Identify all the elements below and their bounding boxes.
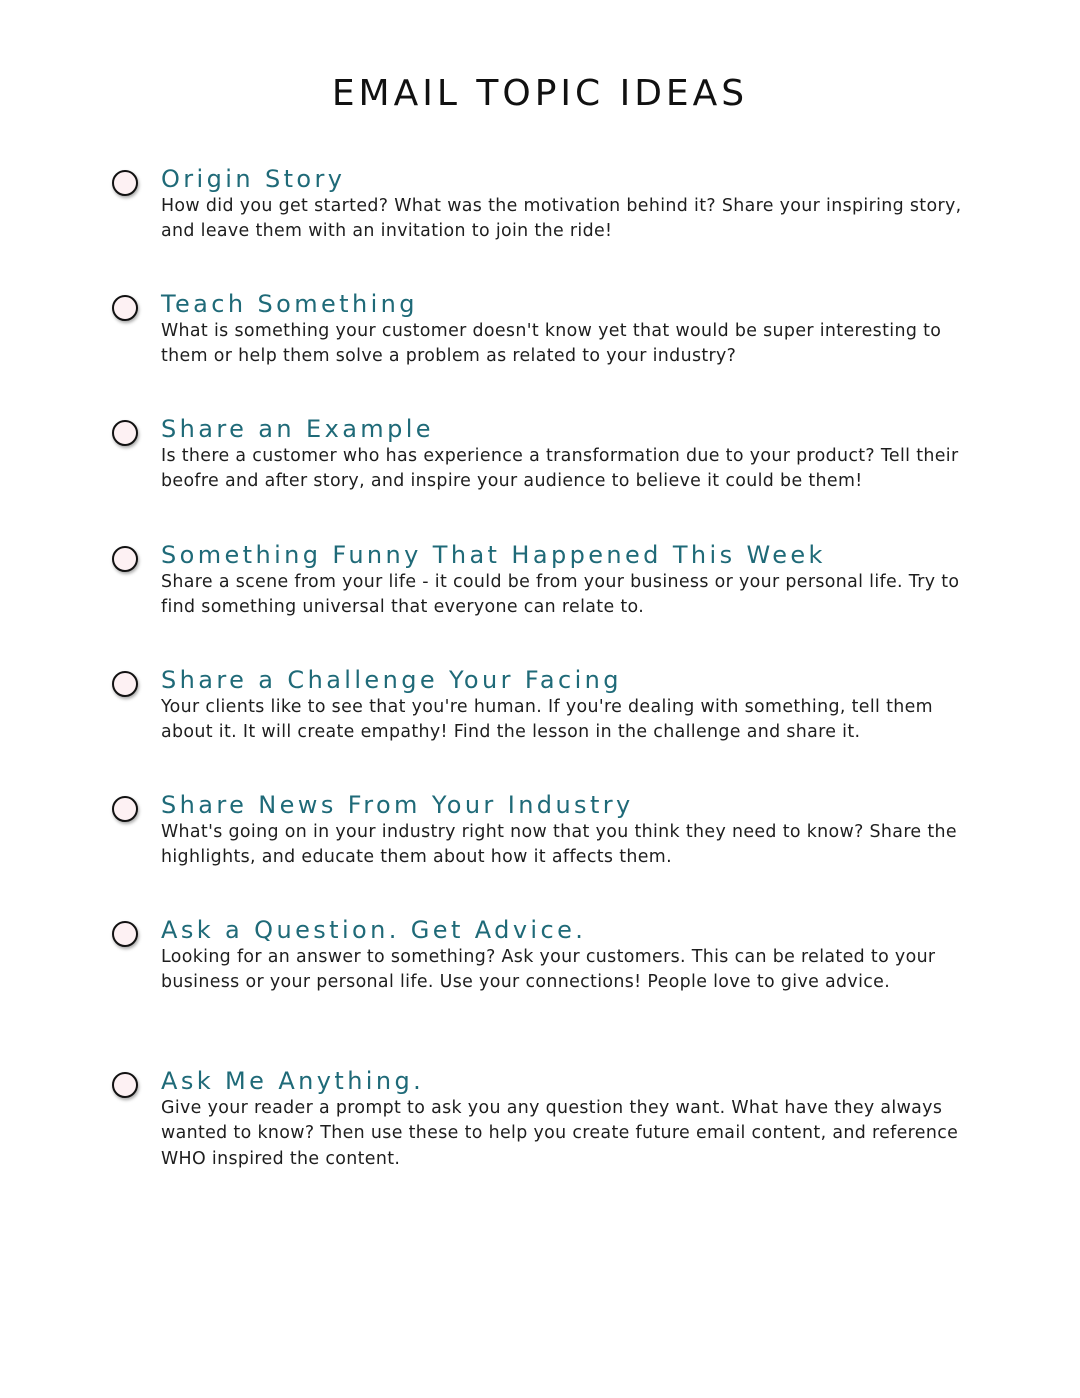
- topic-heading: Ask Me Anything.: [161, 1067, 425, 1095]
- topic-description: Give your reader a prompt to ask you any question they want. What have they always wanted to know? Then use these to help you create future email content, and reference WHO inspired the content.: [161, 1098, 959, 1169]
- checkbox-circle-icon[interactable]: [112, 170, 138, 196]
- topic-description: What is something your customer doesn't know yet that would be super interesting to them or help them solve a problem as related to your industry?: [161, 321, 942, 367]
- topic-heading: Something Funny That Happened This Week: [161, 541, 826, 569]
- topic-heading: Teach Something: [161, 290, 418, 318]
- topic-heading: Origin Story: [161, 165, 346, 193]
- checkbox-circle-icon[interactable]: [112, 921, 138, 947]
- topic-description: Share a scene from your life - it could be from your business or your personal life. Try to find something universal that everyone can relate to.: [161, 572, 960, 618]
- topic-description: Is there a customer who has experience a transformation due to your product? Tell their beofre and after story, and inspire your audience to believe it could be them!: [161, 446, 959, 492]
- topic-heading: Share a Challenge Your Facing: [161, 666, 622, 694]
- topic-heading: Share an Example: [161, 415, 434, 443]
- checkbox-circle-icon[interactable]: [112, 420, 138, 446]
- topic-description: Your clients like to see that you're human. If you're dealing with something, tell them about it. It will create empathy! Find the lesson in the challenge and share it.: [161, 697, 933, 743]
- checkbox-circle-icon[interactable]: [112, 796, 138, 822]
- topic-heading: Ask a Question. Get Advice.: [161, 916, 587, 944]
- checkbox-circle-icon[interactable]: [112, 295, 138, 321]
- topic-description: What's going on in your industry right now that you think they need to know? Share the highlights, and educate them about how it affects them.: [161, 822, 957, 868]
- checkbox-circle-icon[interactable]: [112, 546, 138, 572]
- checkbox-circle-icon[interactable]: [112, 1072, 138, 1098]
- topic-description: How did you get started? What was the motivation behind it? Share your inspiring story, and leave them with an invitation to join the ride!: [161, 196, 962, 242]
- page-title: EMAIL TOPIC IDEAS: [331, 73, 749, 114]
- checkbox-circle-icon[interactable]: [112, 671, 138, 697]
- topic-description: Looking for an answer to something? Ask your customers. This can be related to your business or your personal life. Use your connections! People love to give advice.: [161, 947, 936, 993]
- topic-heading: Share News From Your Industry: [161, 791, 634, 819]
